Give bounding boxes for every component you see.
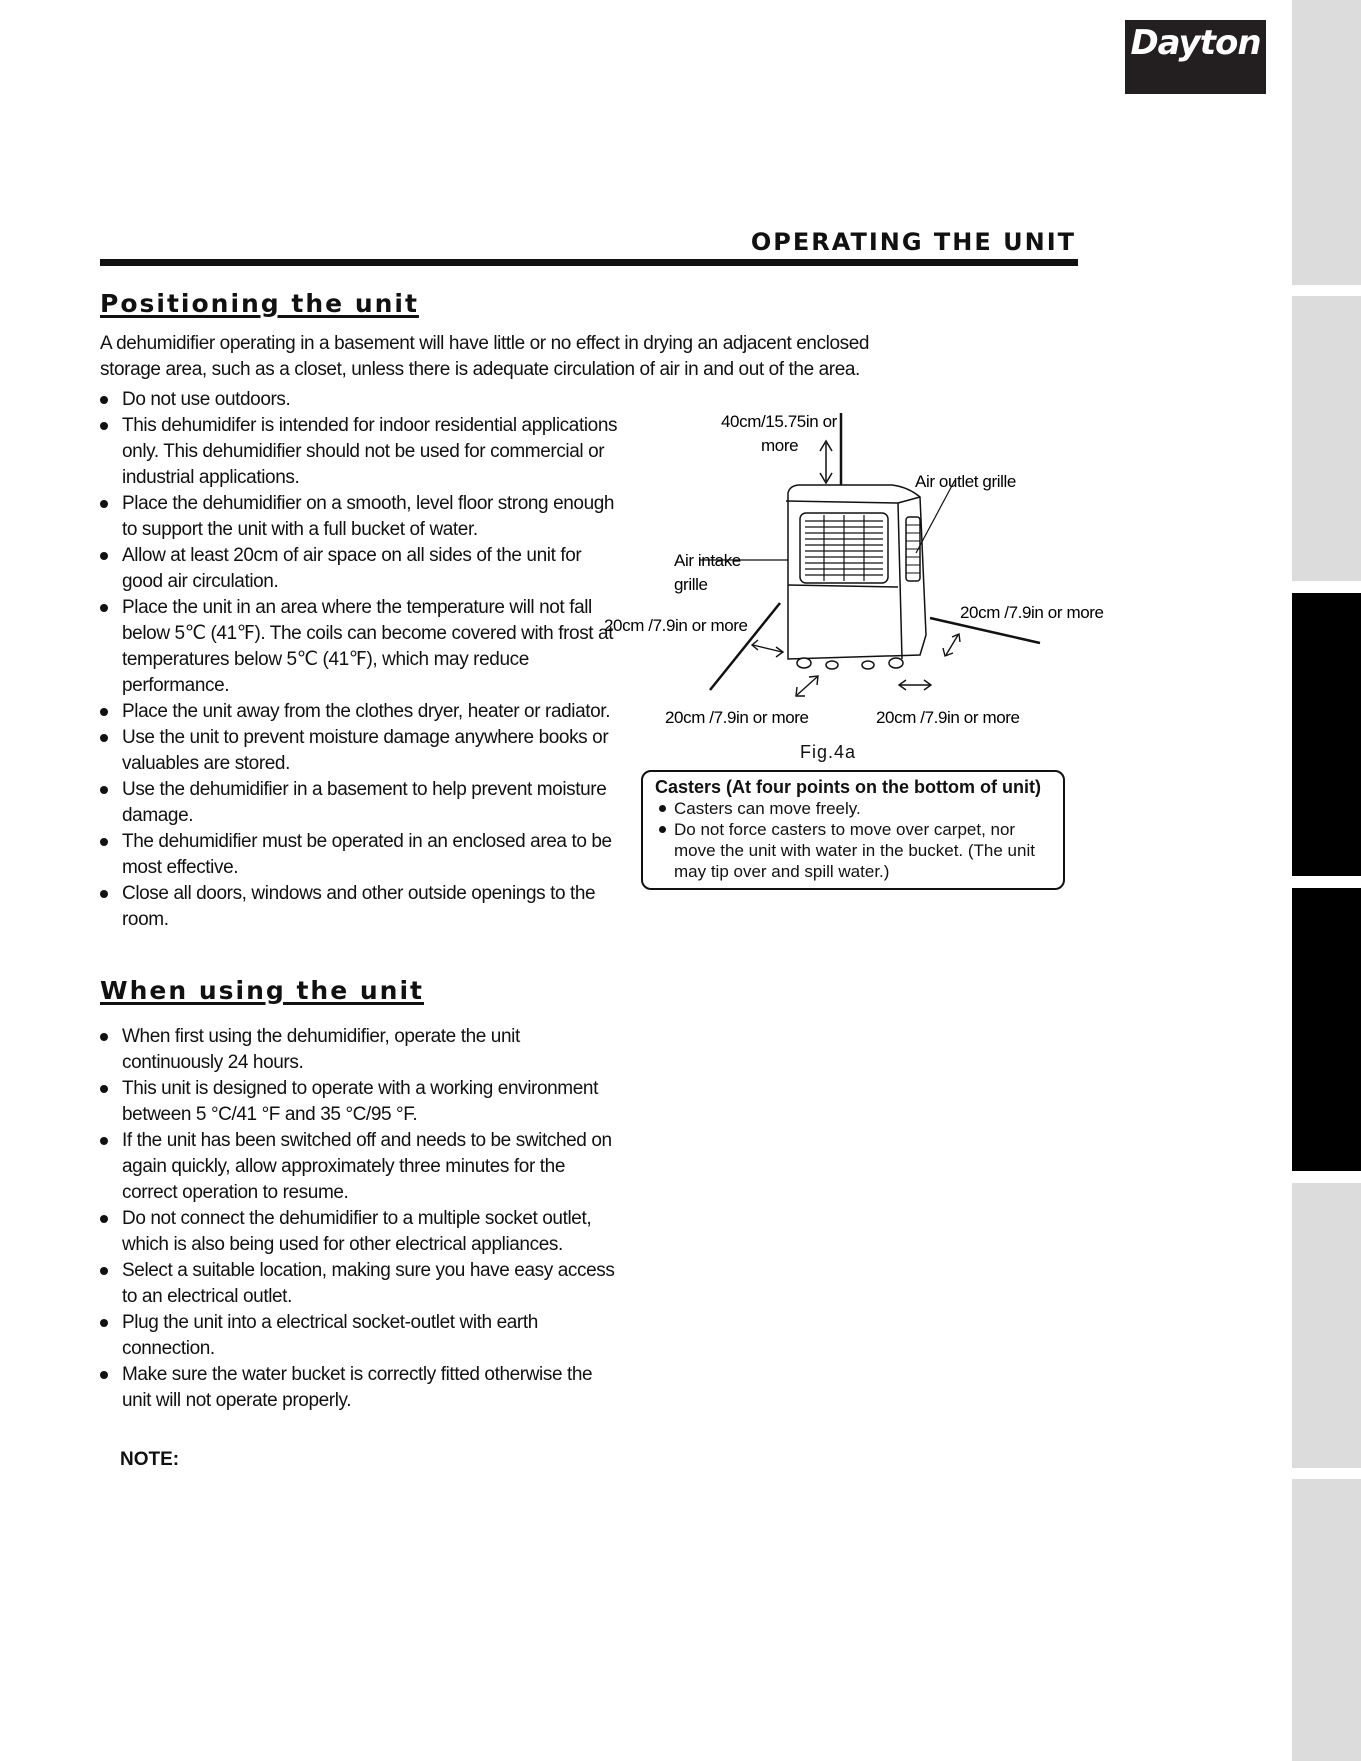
bottom-left-clearance-label: 20cm /7.9in or more [665,708,809,727]
air-intake-label: Air intake [674,551,741,570]
side-tab-1[interactable] [1292,0,1361,285]
top-clearance-arrow-icon [820,441,832,483]
list-item: When first using the dehumidifier, operate the unit continuously 24 hours. [100,1024,620,1076]
clearance-diagram [600,405,1120,740]
note-label: NOTE: [120,1449,180,1470]
side-tab-5[interactable] [1292,1183,1361,1468]
using-list [100,1024,620,1414]
top-clearance-label-2: more [761,436,799,455]
positioning-list [100,387,620,933]
left-clearance-label: 20cm /7.9in or more [604,616,748,635]
air-intake-label-2: grille [674,575,708,594]
list-item: Plug the unit into a electrical socket-outlet with earth connection. [100,1310,620,1362]
list-item: Use the unit to prevent moisture damage anywhere books or valuables are stored. [100,725,620,777]
using-heading: When using the unit [100,976,424,1005]
casters-info-box [641,770,1065,890]
list-item: This dehumidifer is intended for indoor residential applications only. This dehumidifier should not be used for commercial or industrial applications. [100,413,620,491]
dayton-logo: Dayton [1125,20,1266,94]
right-clearance-label: 20cm /7.9in or more [960,603,1104,622]
list-item: Close all doors, windows and other outside openings to the room. [100,881,620,933]
dehumidifier-unit [786,485,926,669]
list-item: Allow at least 20cm of air space on all sides of the unit for good air circulation. [100,543,620,595]
list-item: The dehumidifier must be operated in an enclosed area to be most effective. [100,829,620,881]
bottom-right-clearance-label: 20cm /7.9in or more [876,708,1020,727]
list-item: Select a suitable location, making sure you have easy access to an electrical outlet. [100,1258,620,1310]
side-tab-4[interactable] [1292,888,1361,1171]
list-item: Do not connect the dehumidifier to a multiple socket outlet, which is also being used for other electrical appliances. [100,1206,620,1258]
title-rule [100,259,1078,266]
list-item: Place the dehumidifier on a smooth, level floor strong enough to support the unit with a full bucket of water. [100,491,620,543]
side-tab-3-active[interactable] [1292,593,1361,876]
positioning-heading: Positioning the unit [100,289,419,318]
list-item: Do not use outdoors. [100,387,620,413]
list-item: If the unit has been switched off and needs to be switched on again quickly, allow approximately three minutes for the correct operation to resume. [100,1128,620,1206]
list-item: Use the dehumidifier in a basement to help prevent moisture damage. [100,777,620,829]
list-item: This unit is designed to operate with a working environment between 5 °C/41 °F and 35 °C/95 °F. [100,1076,620,1128]
list-item: Casters can move freely. [655,798,1053,819]
side-tab-2[interactable] [1292,296,1361,581]
casters-list [655,798,1053,882]
list-item: Place the unit in an area where the temperature will not fall below 5℃ (41℉). The coils can become covered with frost at temperatures below 5℃ (41℉), which may reduce performance. [100,595,620,699]
list-item: Make sure the water bucket is correctly fitted otherwise the unit will not operate properly. [100,1362,620,1414]
positioning-intro: A dehumidifier operating in a basement will have little or no effect in drying an adjacent enclosed storage area, such as a closet, unless there is adequate circulation of air in and out of the area. [100,333,870,380]
top-clearance-label: 40cm/15.75in or [721,412,837,431]
list-item: Do not force casters to move over carpet, nor move the unit with water in the bucket. (The unit may tip over and spill water.) [655,819,1053,882]
figure-caption: Fig.4a [800,742,857,762]
list-item: Place the unit away from the clothes dryer, heater or radiator. [100,699,620,725]
section-title: OPERATING THE UNIT [750,228,1076,256]
air-outlet-label: Air outlet grille [915,472,1016,491]
casters-title: Casters (At four points on the bottom of unit) [655,777,1041,797]
side-tab-6[interactable] [1292,1479,1361,1761]
